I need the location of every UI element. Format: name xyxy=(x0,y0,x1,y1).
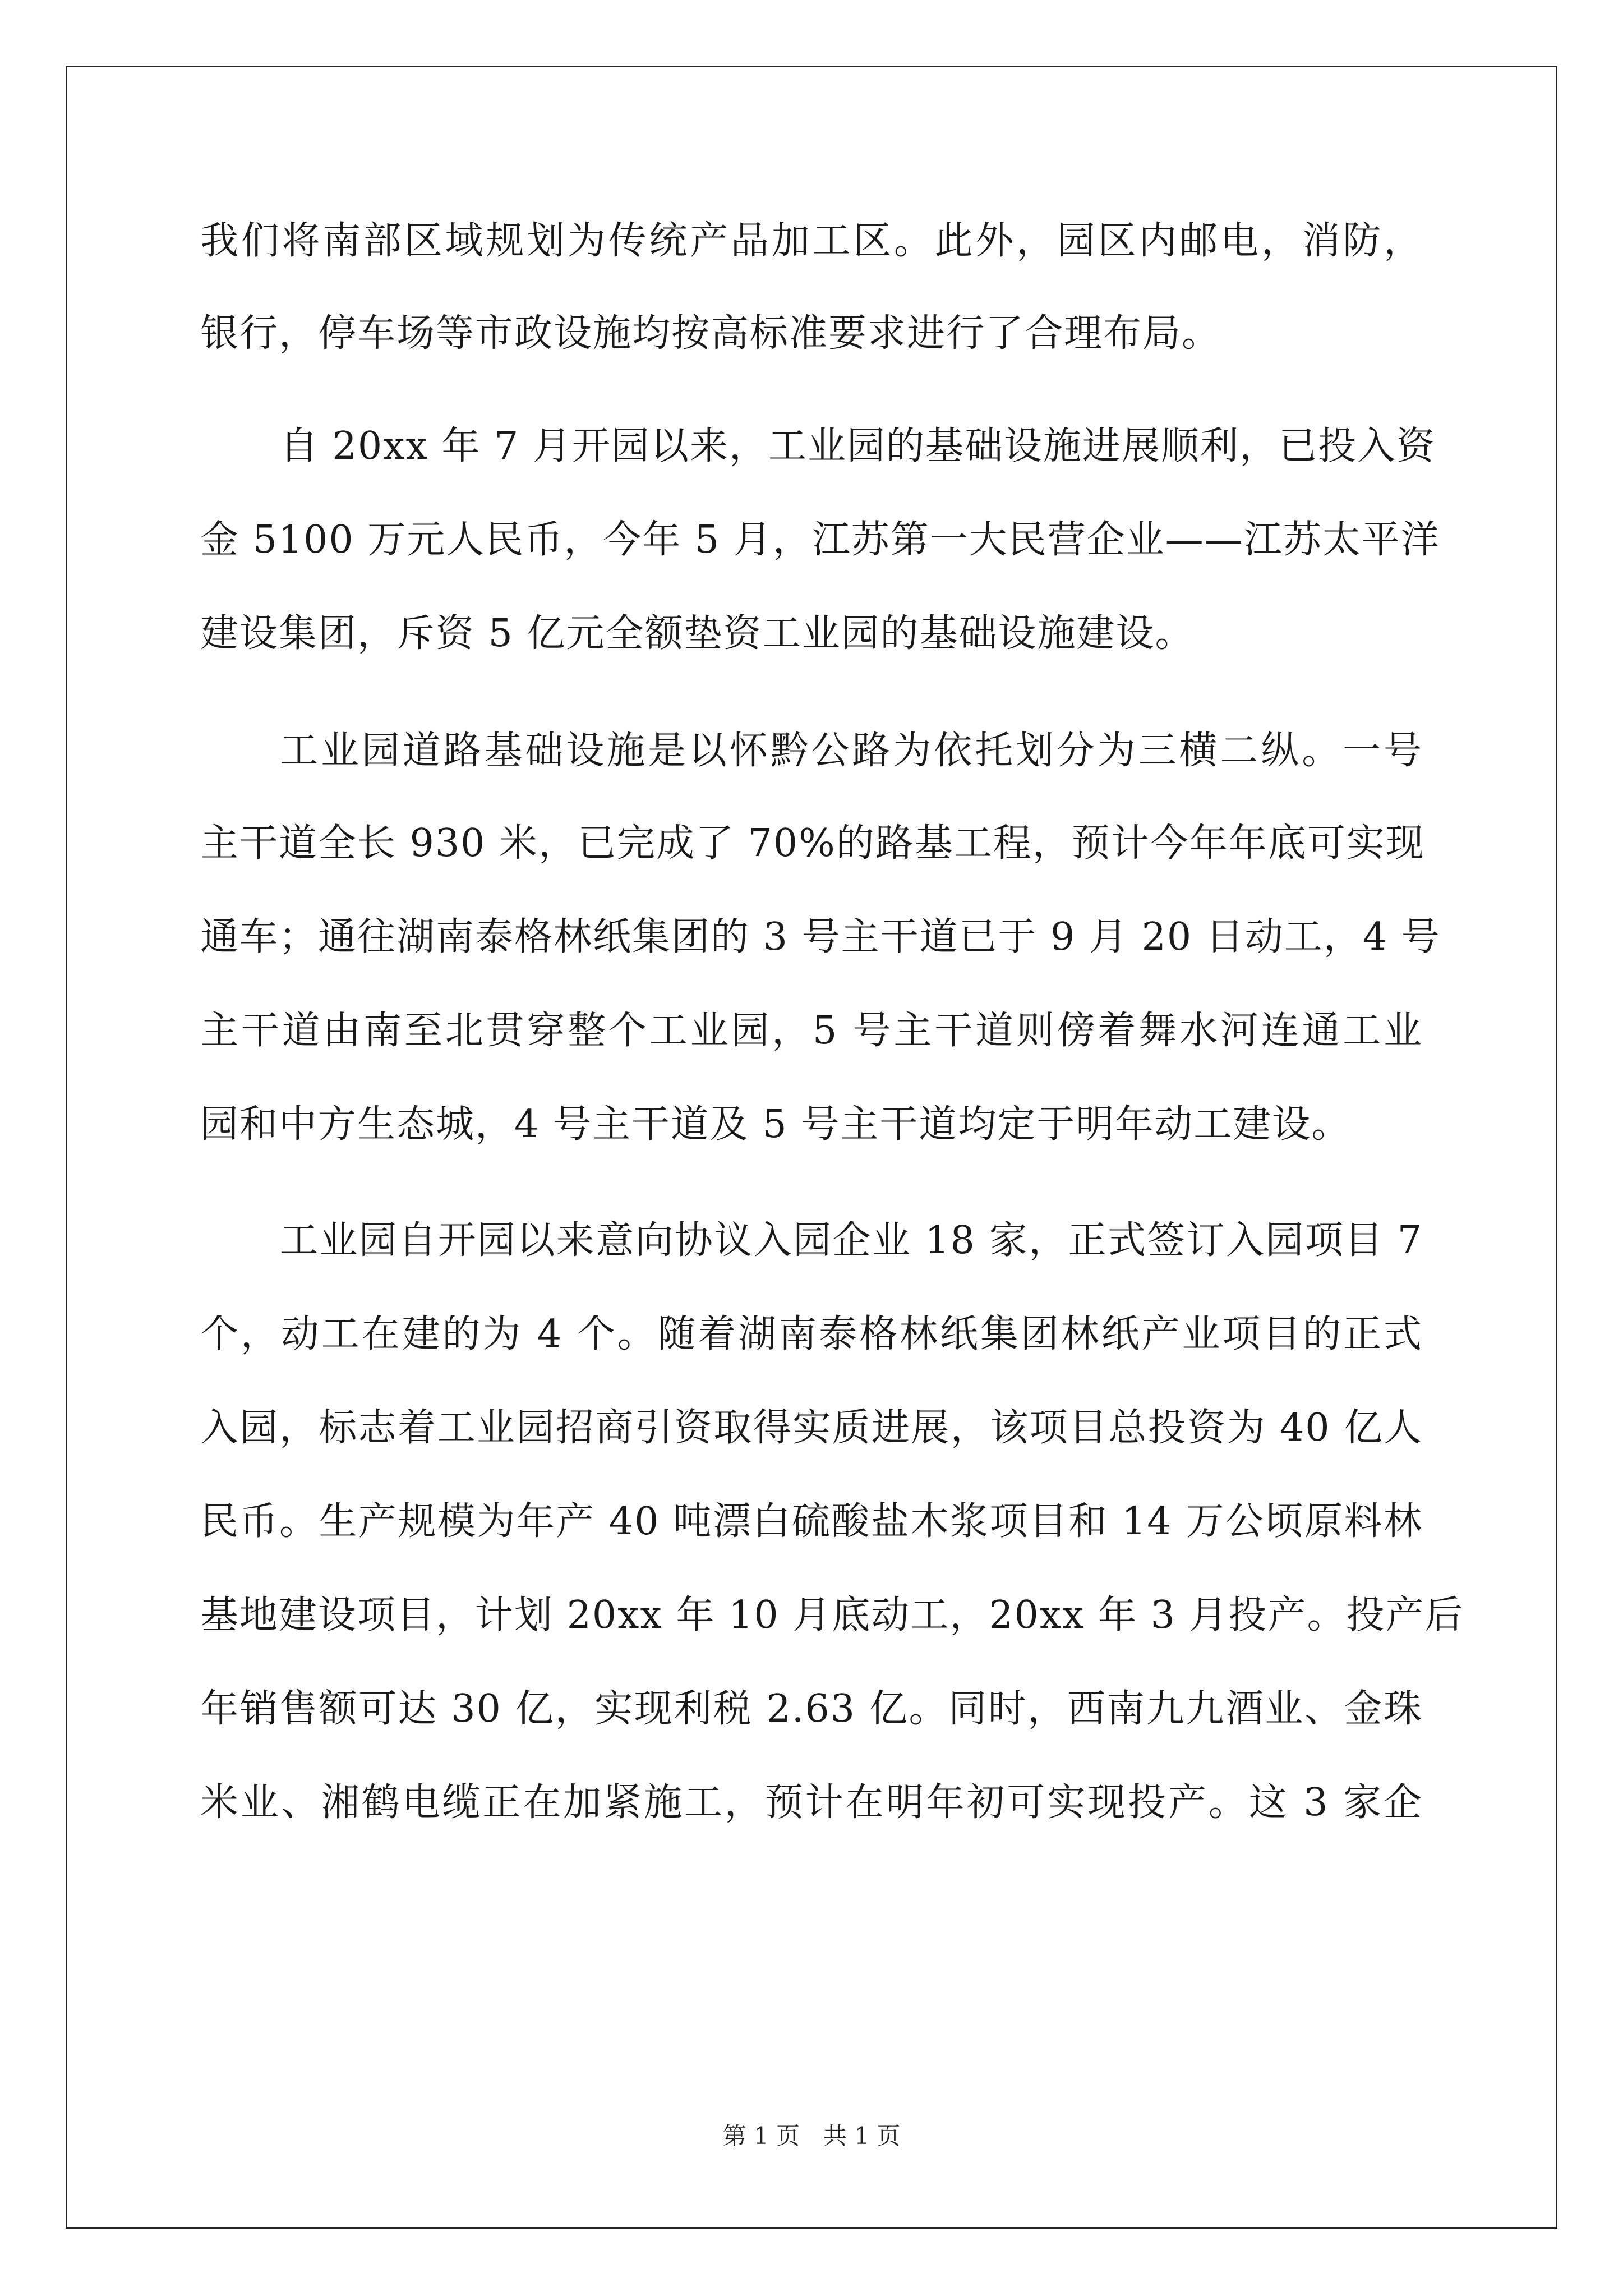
text-line: 个，动工在建的为 4 个。随着湖南泰格林纸集团林纸产业项目的正式 xyxy=(200,1312,1423,1356)
text-line: 基地建设项目，计划 20xx 年 10 月底动工，20xx 年 3 月投产。投产后 xyxy=(200,1593,1464,1637)
text-line: 主干道由南至北贯穿整个工业园，5 号主干道则傍着舞水河连通工业 xyxy=(200,1009,1423,1053)
page-number-footer: 第 1 页 共 1 页 xyxy=(722,2122,901,2150)
text-line: 工业园自开园以来意向协议入园企业 18 家，正式签订入园项目 7 xyxy=(280,1218,1423,1263)
text-line: 银行，停车场等市政设施均按高标准要求进行了合理布局。 xyxy=(200,311,1221,356)
text-line: 入园，标志着工业园招商引资取得实质进展，该项目总投资为 40 亿人 xyxy=(200,1406,1423,1450)
text-line: 米业、湘鹤电缆正在加紧施工，预计在明年初可实现投产。这 3 家企 xyxy=(200,1780,1423,1825)
text-line: 建设集团，斥资 5 亿元全额垫资工业园的基础设施建设。 xyxy=(200,611,1195,656)
text-line: 自 20xx 年 7 月开园以来，工业园的基础设施进展顺利，已投入资 xyxy=(280,424,1436,468)
text-line: 金 5100 万元人民币，今年 5 月，江苏第一大民营企业——江苏太平洋 xyxy=(200,518,1440,562)
text-line: 我们将南部区域规划为传统产品加工区。此外，园区内邮电，消防， xyxy=(200,219,1423,263)
text-line: 工业园道路基础设施是以怀黔公路为依托划分为三横二纵。一号 xyxy=(280,729,1423,773)
text-line: 民币。生产规模为年产 40 吨漂白硫酸盐木浆项目和 14 万公顷原料林 xyxy=(200,1499,1423,1544)
text-line: 通车；通往湖南泰格林纸集团的 3 号主干道已于 9 月 20 日动工，4 号 xyxy=(200,915,1441,959)
text-line: 园和中方生态城，4 号主干道及 5 号主干道均定于明年动工建设。 xyxy=(200,1102,1351,1147)
text-line: 年销售额可达 30 亿，实现利税 2.63 亿。同时，西南九九酒业、金珠 xyxy=(200,1687,1423,1731)
text-line: 主干道全长 930 米，已完成了 70%的路基工程，预计今年年底可实现 xyxy=(200,821,1425,866)
